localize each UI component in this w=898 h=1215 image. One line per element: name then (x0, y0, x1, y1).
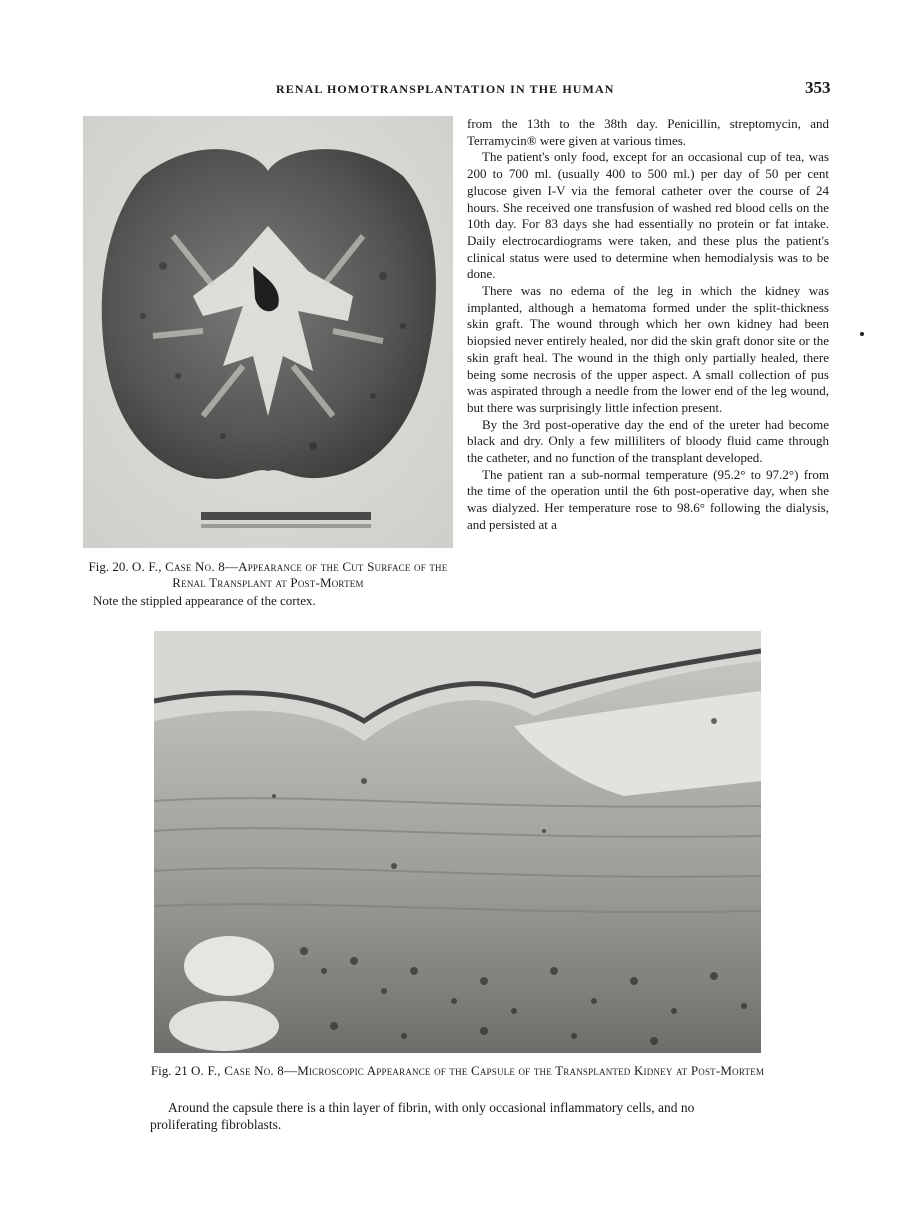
paragraph: By the 3rd post-operative day the end of the ureter had become black and dry. Only a few milliliters of bloody fluid came through the catheter, and no function of the transplant developed. (467, 416, 829, 466)
page-number: 353 (805, 78, 831, 97)
figure-21-caption (150, 1063, 765, 1079)
kidney-cross-section-image (83, 116, 453, 548)
vessel-lumen (184, 936, 274, 996)
figure-20-photo (83, 116, 453, 548)
figure-20-caption (83, 559, 453, 609)
figure-21-title: O. F., Case No. 8—Microscopic Appearance of the Capsule of the Transplanted Kidney at Post-Mortem (190, 1063, 765, 1078)
stray-mark (860, 332, 864, 336)
figure-21-photo (154, 631, 761, 1053)
micrograph-image (154, 631, 761, 1053)
scale-bar (201, 512, 371, 520)
paragraph: The patient's only food, except for an occasional cup of tea, was 200 to 700 ml. (usually 400 to 500 ml.) per day of 50 per cent glucose given I-V via the femoral catheter over the course of 24 hours. She received one transfusion of washed red blood cells on the 10th day. For 83 days she had essentially no protein or fat intake. Daily electrocardiograms were taken, and these plus the patient's clinical status were used to determine when hemodialysis was to be done. (467, 149, 829, 282)
figure-20-note: Note the stippled appearance of the cortex. (93, 593, 316, 608)
figure-21-label: Fig. 21 (150, 1063, 188, 1078)
figure-21-note: Around the capsule there is a thin layer of fibrin, with only occasional inflammatory cells, and no proliferating fibroblasts. (150, 1100, 695, 1132)
running-title: RENAL HOMOTRANSPLANTATION IN THE HUMAN (276, 82, 615, 96)
body-text-column (467, 116, 829, 534)
figure-20-label: Fig. 20. (88, 559, 129, 574)
scale-ruler (201, 524, 371, 528)
running-head (0, 78, 898, 98)
figure-20-title: O. F., Case No. 8—Appearance of the Cut Surface of the Renal Transplant at Post-Mortem (131, 559, 448, 590)
paragraph: There was no edema of the leg in which the kidney was implanted, although a hematoma formed under the split-thickness skin graft. The wound through which her own kidney had been biopsied never entirely healed, nor did the skin graft donor site or the skin graft heal. The wound in the thigh only partially healed, there being some necrosis of the upper aspect. A small collection of pus was aspirated through a needle from the lower end of the leg wound, but there was surprisingly little infection present. (467, 283, 829, 415)
paragraph: The patient ran a sub-normal temperature (95.2° to 97.2°) from the time of the operation until the 6th post-operative day, when she was dialyzed. Her temperature rose to 98.6° following the dialysis, and persisted at a (467, 466, 829, 532)
paragraph: from the 13th to the 38th day. Penicillin, streptomycin, and Terramycin® were given at various times. (467, 116, 829, 148)
